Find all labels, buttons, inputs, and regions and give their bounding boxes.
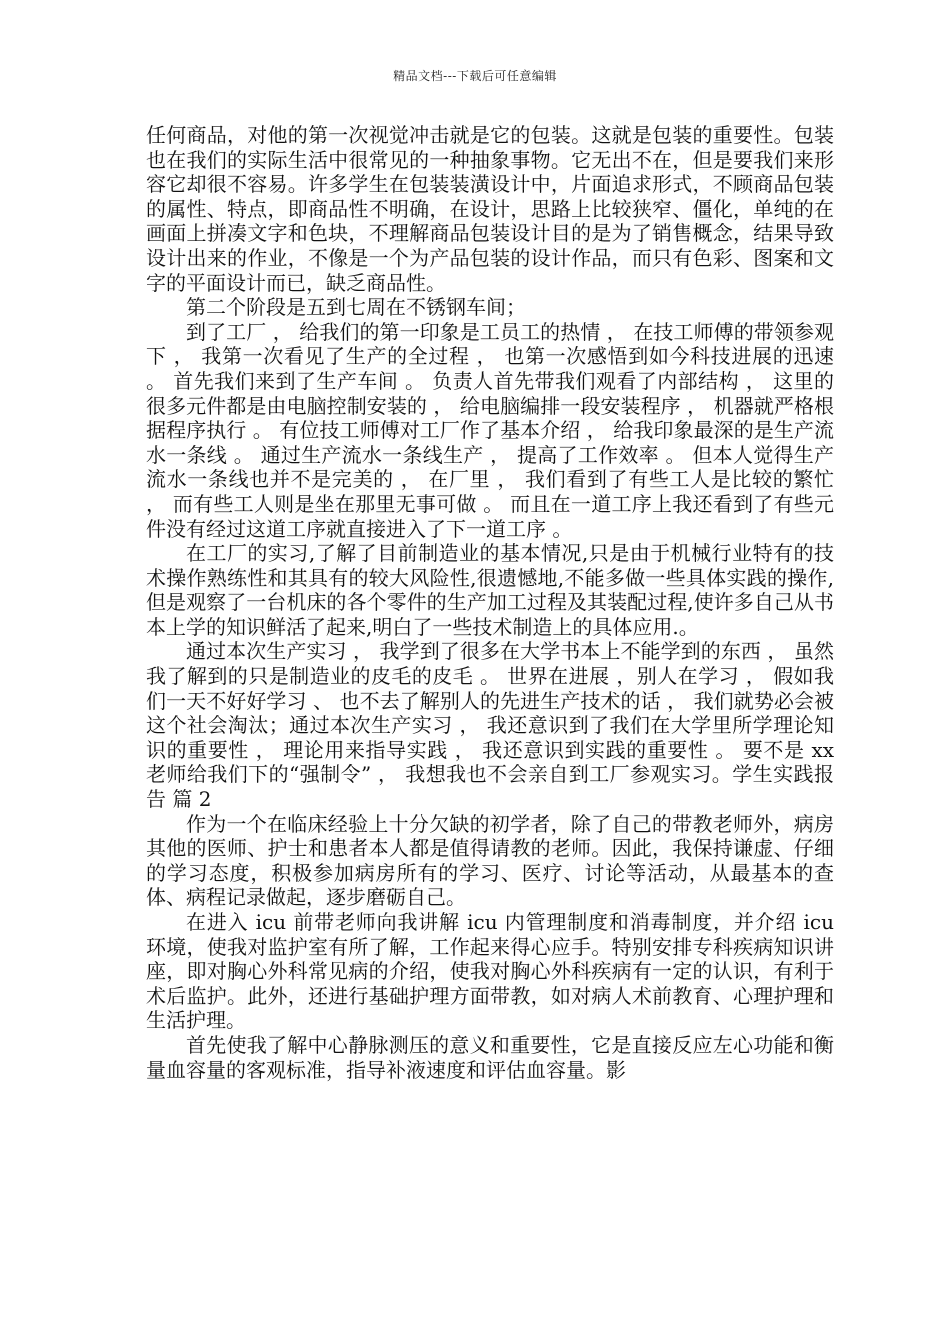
document-body <box>146 123 834 1082</box>
paragraph: 第二个阶段是五到七周在不锈钢车间； <box>186 295 526 320</box>
paragraph: 在工厂的实习,了解了目前制造业的基本情况,只是由于机械行业特有的技术操作熟练性和其具有的较大风险性,很遗憾地,不能多做一些具体实践的操作,但是观察了一台机床的各个零件的生产加工过程及其装配过程,使许多自己从书本上学的知识鲜活了起来,明白了一些技术制造上的具体应用.。 <box>146 541 834 639</box>
paragraph: 通过本次生产实习 ， 我学到了很多在大学书本上不能学到的东西 ， 虽然我了解到的只是制造业的皮毛的皮毛 。 世界在进展 ，别人在学习 ， 假如我们一天不好好学习 、 也不去了解别人的先进生产技术的话 ， 我们就势必会被这个社会淘汰；通过本次生产实习 ， 我还意识到了我们在大学里所学理论知识的重要性 ， 理论用来指导实践 ， 我还意识到实践的重要性 。 要不是 xx 老师给我们下的“强制令” ， 我想我也不会亲自到工厂参观实习。学生实践报告 篇 2 <box>146 639 834 812</box>
paragraph: 任何商品，对他的第一次视觉冲击就是它的包装。这就是包装的重要性。包装也在我们的实际生活中很常见的一种抽象事物。它无出不在，但是要我们来形容它却很不容易。许多学生在包装装潢设计中，片面追求形式，不顾商品包装的属性、特点，即商品性不明确，在设计，思路上比较狭窄、僵化，单纯的在画面上拼凑文字和色块，不理解商品包装设计目的是为了销售概念，结果导致设计出来的作业，不像是一个为产品包装的设计作品，而只有色彩、图案和文字的平面设计而已，缺乏商品性。 <box>146 123 834 295</box>
paragraph: 到了工厂 ， 给我们的第一印象是工员工的热情 ， 在技工师傅的带领参观下 ， 我第一次看见了生产的全过程 ， 也第一次感悟到如今科技进展的迅速 。 首先我们来到了生产车间 。 负责人首先带我们观看了内部结构 ， 这里的很多元件都是由电脑控制安装的 ， 给电脑编排一段安装程序 ， 机器就严格根据程序执行 。 有位技工师傅对工厂作了基本介绍 ， 给我印象最深的是生产流水一条线 。 通过生产流水一条线生产 ， 提高了工作效率 。 但本人觉得生产流水一条线也并不是完美的 ， 在厂里 ， 我们看到了有些工人是比较的繁忙 ， 而有些工人则是坐在那里无事可做 。 而且在一道工序上我还看到了有些元件没有经过这道工序就直接进入了下一道工序 。 <box>146 319 834 541</box>
page-header: 精品文档---下载后可任意编辑 <box>393 69 557 83</box>
paragraph: 在进入 icu 前带老师向我讲解 icu 内管理制度和消毒制度，并介绍 icu 环境，使我对监护室有所了解，工作起来得心应手。特别安排专科疾病知识讲座，即对胸心外科常见病的介绍，使我对胸心外科疾病有一定的认识，有利于术后监护。此外，还进行基础护理方面带教，如对病人术前教育、心理护理和生活护理。 <box>146 910 834 1033</box>
paragraph: 作为一个在临床经验上十分欠缺的初学者，除了自己的带教老师外，病房其他的医师、护士和患者本人都是值得请教的老师。因此，我保持谦虚、仔细的学习态度，积极参加病房所有的学习、医疗、讨论等活动，从最基本的查体、病程记录做起，逐步磨砺自己。 <box>146 811 834 910</box>
paragraph: 首先使我了解中心静脉测压的意义和重要性，它是直接反应左心功能和衡量血容量的客观标准，指导补液速度和评估血容量。影 <box>146 1032 834 1082</box>
